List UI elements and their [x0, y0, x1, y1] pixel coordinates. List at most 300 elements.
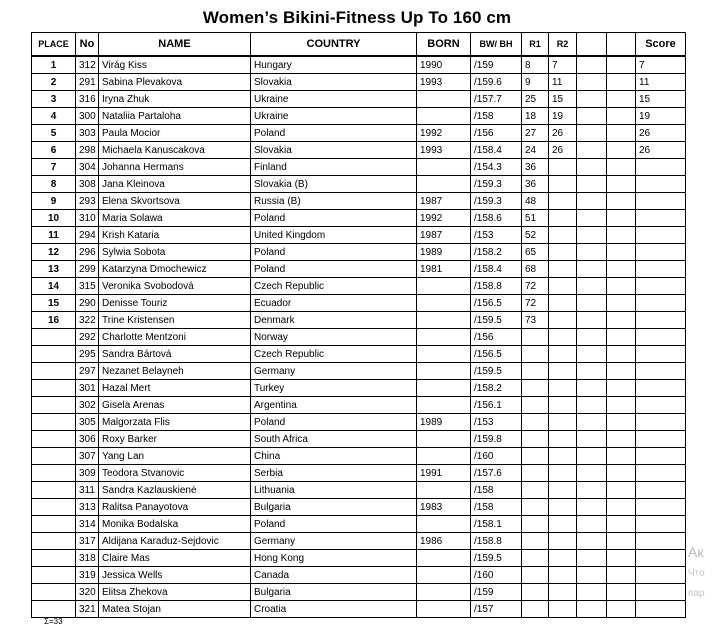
- cell-blank: [607, 448, 636, 465]
- table-row: [32, 278, 686, 295]
- cell-place: 9: [32, 193, 76, 210]
- cell-r2: [549, 261, 577, 278]
- cell-blank: [577, 142, 607, 159]
- header-r2: R2: [549, 33, 577, 57]
- cell-place: [32, 482, 76, 499]
- cell-score: [636, 584, 686, 601]
- cell-place: [32, 516, 76, 533]
- cell-born: [417, 397, 471, 414]
- table-row: [32, 346, 686, 363]
- cell-r2: [549, 159, 577, 176]
- cell-score: [636, 227, 686, 244]
- cell-place: 15: [32, 295, 76, 312]
- cell-blank: [607, 176, 636, 193]
- table-row: [32, 601, 686, 618]
- cell-bw: /158.4: [471, 261, 522, 278]
- cell-blank: [577, 278, 607, 295]
- table-row: [32, 380, 686, 397]
- cell-born: [417, 550, 471, 567]
- table-row: [32, 516, 686, 533]
- cell-name: Maria Solawa: [99, 210, 251, 227]
- cell-blank: [607, 465, 636, 482]
- cell-born: [417, 363, 471, 380]
- cell-r1: 9: [522, 74, 549, 91]
- cell-bw: /158.4: [471, 142, 522, 159]
- table-row: [32, 176, 686, 193]
- cell-born: [417, 431, 471, 448]
- cell-bw: /160: [471, 567, 522, 584]
- cell-blank: [607, 125, 636, 142]
- sigma-count: Σ=33: [44, 617, 63, 626]
- cell-name: Roxy Barker: [99, 431, 251, 448]
- cell-place: [32, 533, 76, 550]
- cell-r2: [549, 550, 577, 567]
- cell-no: 321: [76, 601, 99, 618]
- cell-blank: [607, 380, 636, 397]
- cell-place: 12: [32, 244, 76, 261]
- cell-name: Charlotte Mentzoni: [99, 329, 251, 346]
- cell-name: Aldijana Karaduz-Sejdovic: [99, 533, 251, 550]
- cell-r1: [522, 465, 549, 482]
- cell-no: 306: [76, 431, 99, 448]
- cell-no: 310: [76, 210, 99, 227]
- cell-r2: [549, 448, 577, 465]
- cell-place: [32, 397, 76, 414]
- cell-born: [417, 567, 471, 584]
- cell-no: 314: [76, 516, 99, 533]
- cell-r2: [549, 601, 577, 618]
- cell-name: Hazal Mert: [99, 380, 251, 397]
- cell-blank: [607, 533, 636, 550]
- cell-r1: 48: [522, 193, 549, 210]
- cell-name: Sabina Plevakova: [99, 74, 251, 91]
- cell-no: 311: [76, 482, 99, 499]
- cell-country: Slovakia: [251, 142, 417, 159]
- cell-bw: /159.3: [471, 176, 522, 193]
- header-blank-2: [607, 33, 636, 57]
- cell-r2: 7: [549, 56, 577, 74]
- cell-blank: [607, 108, 636, 125]
- cell-country: Poland: [251, 261, 417, 278]
- cell-bw: /158.8: [471, 533, 522, 550]
- cell-bw: /159.5: [471, 312, 522, 329]
- cell-name: Katarzyna Dmochewicz: [99, 261, 251, 278]
- cell-r2: [549, 210, 577, 227]
- table-header-row: [32, 33, 686, 57]
- table-row: [32, 584, 686, 601]
- cell-bw: /158: [471, 108, 522, 125]
- cell-blank: [607, 567, 636, 584]
- table-row: [32, 482, 686, 499]
- cell-score: [636, 295, 686, 312]
- cell-r1: 27: [522, 125, 549, 142]
- cell-blank: [577, 346, 607, 363]
- cell-no: 308: [76, 176, 99, 193]
- cell-country: Hungary: [251, 56, 417, 74]
- cell-born: [417, 516, 471, 533]
- cell-place: [32, 414, 76, 431]
- cell-place: 11: [32, 227, 76, 244]
- cell-blank: [577, 244, 607, 261]
- header-country: COUNTRY: [251, 33, 417, 57]
- cell-place: 14: [32, 278, 76, 295]
- cell-born: 1992: [417, 125, 471, 142]
- cell-place: 6: [32, 142, 76, 159]
- cell-bw: /157.7: [471, 91, 522, 108]
- cell-r2: 15: [549, 91, 577, 108]
- cell-born: [417, 346, 471, 363]
- cell-r2: [549, 346, 577, 363]
- cell-name: Trine Kristensen: [99, 312, 251, 329]
- cell-no: 318: [76, 550, 99, 567]
- cell-blank: [607, 210, 636, 227]
- cell-born: [417, 584, 471, 601]
- cell-blank: [607, 584, 636, 601]
- cell-country: Poland: [251, 244, 417, 261]
- cell-no: 291: [76, 74, 99, 91]
- cell-blank: [577, 448, 607, 465]
- table-row: [32, 244, 686, 261]
- cell-score: 26: [636, 125, 686, 142]
- cell-no: 298: [76, 142, 99, 159]
- cell-country: Russia (B): [251, 193, 417, 210]
- cell-place: 5: [32, 125, 76, 142]
- cell-name: Yang Lan: [99, 448, 251, 465]
- cell-bw: /159.5: [471, 550, 522, 567]
- cell-r1: [522, 329, 549, 346]
- cell-score: [636, 278, 686, 295]
- cell-blank: [577, 125, 607, 142]
- cell-name: Jana Kleinova: [99, 176, 251, 193]
- cell-blank: [577, 533, 607, 550]
- cell-r1: [522, 346, 549, 363]
- cell-bw: /158: [471, 482, 522, 499]
- cell-score: [636, 380, 686, 397]
- cell-name: Malgorzata Flis: [99, 414, 251, 431]
- cell-blank: [607, 278, 636, 295]
- cell-score: [636, 176, 686, 193]
- header-place: PLACE: [32, 33, 76, 57]
- cell-bw: /154.3: [471, 159, 522, 176]
- cell-score: [636, 397, 686, 414]
- cell-r1: 73: [522, 312, 549, 329]
- cell-no: 302: [76, 397, 99, 414]
- cell-blank: [577, 363, 607, 380]
- cell-r1: [522, 414, 549, 431]
- cell-r1: 68: [522, 261, 549, 278]
- cell-name: Ralitsa Panayotova: [99, 499, 251, 516]
- cell-r2: [549, 499, 577, 516]
- cell-score: [636, 533, 686, 550]
- cell-blank: [607, 142, 636, 159]
- table-row: [32, 448, 686, 465]
- cell-country: Lithuania: [251, 482, 417, 499]
- cell-bw: /159.3: [471, 193, 522, 210]
- cell-bw: /156: [471, 329, 522, 346]
- cell-name: Sylwia Sobota: [99, 244, 251, 261]
- cell-bw: /156.1: [471, 397, 522, 414]
- cell-r1: 36: [522, 159, 549, 176]
- cell-score: [636, 329, 686, 346]
- cell-score: [636, 193, 686, 210]
- cell-r2: [549, 329, 577, 346]
- cell-r1: [522, 363, 549, 380]
- cell-name: Matea Stojan: [99, 601, 251, 618]
- cell-name: Teodora Stvanovic: [99, 465, 251, 482]
- cell-born: [417, 278, 471, 295]
- cell-country: Slovakia: [251, 74, 417, 91]
- table-row: [32, 193, 686, 210]
- cell-name: Michaela Kanuscakova: [99, 142, 251, 159]
- cell-blank: [577, 108, 607, 125]
- cell-blank: [577, 414, 607, 431]
- cell-no: 292: [76, 329, 99, 346]
- cell-country: Argentina: [251, 397, 417, 414]
- cell-blank: [607, 244, 636, 261]
- cell-name: Jessica Wells: [99, 567, 251, 584]
- cell-score: [636, 346, 686, 363]
- cell-country: Hong Kong: [251, 550, 417, 567]
- cell-bw: /160: [471, 448, 522, 465]
- cell-r1: 52: [522, 227, 549, 244]
- cell-blank: [577, 550, 607, 567]
- cell-score: [636, 431, 686, 448]
- header-r1: R1: [522, 33, 549, 57]
- table-row: [32, 312, 686, 329]
- cell-blank: [577, 74, 607, 91]
- cell-born: [417, 295, 471, 312]
- cell-r1: [522, 533, 549, 550]
- cell-country: Czech Republic: [251, 278, 417, 295]
- cell-place: [32, 380, 76, 397]
- cell-country: Canada: [251, 567, 417, 584]
- cell-score: [636, 448, 686, 465]
- cell-r2: [549, 278, 577, 295]
- cell-born: [417, 159, 471, 176]
- cell-name: Krish Kataria: [99, 227, 251, 244]
- cell-r1: 8: [522, 56, 549, 74]
- cell-country: Germany: [251, 533, 417, 550]
- cell-score: 26: [636, 142, 686, 159]
- cell-born: [417, 91, 471, 108]
- cell-r2: [549, 465, 577, 482]
- cell-bw: /158: [471, 499, 522, 516]
- cell-place: [32, 567, 76, 584]
- table-row: [32, 227, 686, 244]
- results-table: [31, 32, 686, 618]
- cell-blank: [607, 346, 636, 363]
- cell-r1: 18: [522, 108, 549, 125]
- cell-place: [32, 601, 76, 618]
- cell-blank: [607, 550, 636, 567]
- cell-bw: /156.5: [471, 295, 522, 312]
- cell-country: Germany: [251, 363, 417, 380]
- cell-name: Nezanet Belayneh: [99, 363, 251, 380]
- cell-place: [32, 465, 76, 482]
- cell-bw: /157: [471, 601, 522, 618]
- cell-score: 11: [636, 74, 686, 91]
- cell-r1: 51: [522, 210, 549, 227]
- cell-name: Johanna Hermans: [99, 159, 251, 176]
- cell-r2: [549, 227, 577, 244]
- cell-country: Bulgaria: [251, 584, 417, 601]
- cell-r2: [549, 312, 577, 329]
- cell-blank: [607, 261, 636, 278]
- cell-blank: [577, 91, 607, 108]
- cell-r2: [549, 431, 577, 448]
- cell-no: 303: [76, 125, 99, 142]
- cell-blank: [577, 295, 607, 312]
- cell-r1: [522, 516, 549, 533]
- watermark-line-2: Что: [688, 568, 705, 579]
- cell-name: Paula Mocior: [99, 125, 251, 142]
- cell-r1: 24: [522, 142, 549, 159]
- cell-blank: [607, 499, 636, 516]
- cell-bw: /153: [471, 414, 522, 431]
- cell-r2: [549, 533, 577, 550]
- cell-blank: [607, 227, 636, 244]
- cell-blank: [577, 227, 607, 244]
- cell-place: 3: [32, 91, 76, 108]
- cell-r1: [522, 448, 549, 465]
- cell-blank: [577, 601, 607, 618]
- cell-r2: 26: [549, 142, 577, 159]
- header-blank-1: [577, 33, 607, 57]
- cell-born: [417, 312, 471, 329]
- table-row: [32, 295, 686, 312]
- cell-place: 1: [32, 56, 76, 74]
- cell-place: [32, 499, 76, 516]
- cell-blank: [577, 312, 607, 329]
- cell-blank: [607, 363, 636, 380]
- cell-blank: [607, 397, 636, 414]
- cell-blank: [607, 159, 636, 176]
- page-title: Women’s Bikini-Fitness Up To 160 cm: [202, 8, 512, 27]
- cell-r2: [549, 176, 577, 193]
- cell-blank: [577, 516, 607, 533]
- cell-blank: [607, 414, 636, 431]
- cell-blank: [577, 499, 607, 516]
- cell-born: 1989: [417, 244, 471, 261]
- cell-name: Iryna Zhuk: [99, 91, 251, 108]
- cell-r2: [549, 193, 577, 210]
- header-name: NAME: [99, 33, 251, 57]
- cell-name: Veronika Svobodová: [99, 278, 251, 295]
- cell-r1: [522, 567, 549, 584]
- cell-country: China: [251, 448, 417, 465]
- cell-no: 307: [76, 448, 99, 465]
- cell-country: Ukraine: [251, 91, 417, 108]
- cell-bw: /158.8: [471, 278, 522, 295]
- cell-blank: [577, 176, 607, 193]
- cell-bw: /159: [471, 56, 522, 74]
- cell-r1: [522, 482, 549, 499]
- cell-no: 300: [76, 108, 99, 125]
- cell-bw: /153: [471, 227, 522, 244]
- cell-place: 13: [32, 261, 76, 278]
- cell-place: 10: [32, 210, 76, 227]
- cell-bw: /159: [471, 584, 522, 601]
- cell-place: [32, 363, 76, 380]
- cell-country: Croatia: [251, 601, 417, 618]
- cell-country: Norway: [251, 329, 417, 346]
- cell-score: [636, 210, 686, 227]
- cell-country: United Kingdom: [251, 227, 417, 244]
- cell-blank: [577, 397, 607, 414]
- cell-r1: 25: [522, 91, 549, 108]
- cell-r1: 72: [522, 278, 549, 295]
- cell-r2: [549, 380, 577, 397]
- cell-r1: 65: [522, 244, 549, 261]
- watermark-line-3: пар: [688, 588, 705, 599]
- cell-country: Turkey: [251, 380, 417, 397]
- cell-blank: [607, 482, 636, 499]
- cell-r2: 19: [549, 108, 577, 125]
- cell-no: 309: [76, 465, 99, 482]
- table-row: [32, 397, 686, 414]
- cell-name: Monika Bodalska: [99, 516, 251, 533]
- cell-born: 1986: [417, 533, 471, 550]
- cell-born: [417, 329, 471, 346]
- cell-place: [32, 584, 76, 601]
- cell-blank: [577, 584, 607, 601]
- cell-r2: [549, 397, 577, 414]
- cell-score: [636, 261, 686, 278]
- cell-blank: [607, 295, 636, 312]
- cell-r1: 72: [522, 295, 549, 312]
- cell-no: 301: [76, 380, 99, 397]
- cell-born: 1987: [417, 193, 471, 210]
- cell-born: [417, 448, 471, 465]
- cell-score: 15: [636, 91, 686, 108]
- cell-place: [32, 329, 76, 346]
- header-bw: BW/ BH: [471, 33, 522, 57]
- cell-r2: [549, 584, 577, 601]
- cell-r2: [549, 516, 577, 533]
- cell-country: Denmark: [251, 312, 417, 329]
- cell-born: 1983: [417, 499, 471, 516]
- cell-r1: [522, 550, 549, 567]
- cell-score: [636, 465, 686, 482]
- table-row: [32, 74, 686, 91]
- cell-place: 7: [32, 159, 76, 176]
- cell-blank: [577, 261, 607, 278]
- cell-place: 16: [32, 312, 76, 329]
- cell-bw: /159.8: [471, 431, 522, 448]
- cell-place: [32, 431, 76, 448]
- cell-r2: [549, 567, 577, 584]
- cell-no: 316: [76, 91, 99, 108]
- table-row: [32, 125, 686, 142]
- cell-bw: /156: [471, 125, 522, 142]
- cell-country: Slovakia (B): [251, 176, 417, 193]
- cell-blank: [577, 380, 607, 397]
- cell-blank: [607, 74, 636, 91]
- cell-place: 8: [32, 176, 76, 193]
- cell-born: [417, 176, 471, 193]
- cell-score: 7: [636, 56, 686, 74]
- cell-score: [636, 244, 686, 261]
- cell-name: Elitsa Zhekova: [99, 584, 251, 601]
- cell-place: [32, 550, 76, 567]
- cell-bw: /159.6: [471, 74, 522, 91]
- cell-no: 290: [76, 295, 99, 312]
- cell-r2: [549, 414, 577, 431]
- cell-blank: [577, 329, 607, 346]
- cell-born: 1991: [417, 465, 471, 482]
- cell-born: 1993: [417, 74, 471, 91]
- table-row: [32, 91, 686, 108]
